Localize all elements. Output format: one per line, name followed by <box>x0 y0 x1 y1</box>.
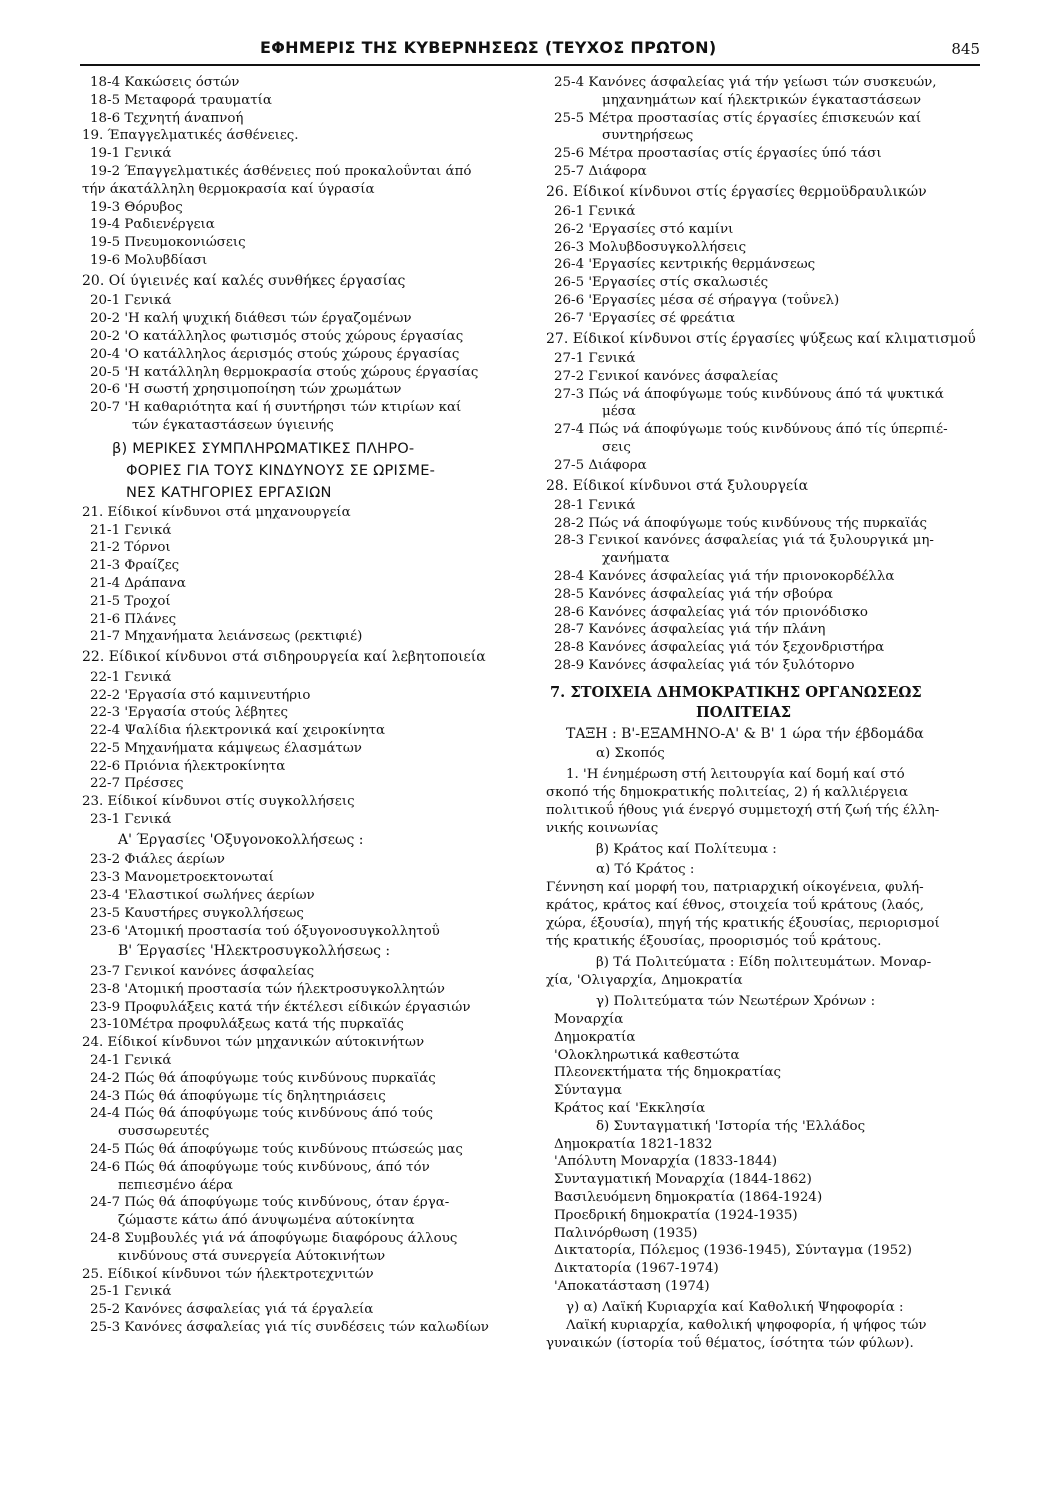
list-item: 21-4 Δράπανα <box>90 575 186 591</box>
list-item: 23-9 Προφυλάξεις κατά τήν έκτέλεσι είδικών έργασιών <box>90 999 471 1015</box>
list-item: 26-1 Γενικά <box>554 204 636 220</box>
list-item: 27-4 Πώς νά άποφύγωμε τούς κινδύνους άπό τίς ύπερπιέ- <box>554 422 948 438</box>
gazette-title: ΕΦΗΜΕΡΙΣ ΤΗΣ ΚΥΒΕΡΝΗΣΕΩΣ (ΤΕΥΧΟΣ ΠΡΩΤΟΝ) <box>260 38 717 57</box>
list-heading: 24. Είδικοί κίνδυνοι τών μηχανικών αύτοκινήτων <box>82 1035 425 1051</box>
list-item: 28-8 Κανόνες άσφαλείας γιά τόν ξεχονδριστήρα <box>554 640 885 656</box>
list-item: 22-4 Ψαλίδια ήλεκτρονικά καί χειροκίνητα <box>90 723 386 739</box>
list-item: 28-6 Κανόνες άσφαλείας γιά τόν πριονόδισκο <box>554 604 868 620</box>
paragraph-line: σκοπό τής δημοκρατικής πολιτείας, 2) ή καλλιέργεια <box>546 784 909 800</box>
subsection-title: β) Κράτος καί Πολίτευμα : <box>596 841 777 857</box>
list-item: 24-7 Πώς θά άποφύγωμε τούς κινδύνους, όταν έργα- <box>90 1195 450 1211</box>
list-item: 25-2 Κανόνες άσφαλείας γιά τά έργαλεία <box>90 1302 374 1318</box>
list-item: 24-8 Συμβουλές γιά νά άποφύγωμε διαφόρους άλλους <box>90 1231 458 1246</box>
list-item: 28-4 Κανόνες άσφαλείας γιά τήν πριονοκορδέλλα <box>554 569 895 585</box>
list-item: 23-5 Καυστήρες συγκολλήσεως <box>90 905 304 921</box>
list-item: 19-5 Πνευμοκονιώσεις <box>90 235 246 251</box>
list-item-continuation: συσσωρευτές <box>118 1124 210 1140</box>
chapter-title: 7. ΣΤΟΙΧΕΙΑ ΔΗΜΟΚΡΑΤΙΚΗΣ ΟΡΓΑΝΩΣΕΩΣ <box>550 683 922 701</box>
header-rule <box>80 64 980 66</box>
list-item: 'Αποκατάσταση (1974) <box>554 1278 710 1294</box>
list-item: 25-4 Κανόνες άσφαλείας γιά τήν γείωσι τών συσκευών, <box>554 75 937 90</box>
list-item: 26-4 'Εργασίες κεντρικής θερμάνσεως <box>554 257 816 273</box>
paragraph-line: χώρα, έξουσία), πηγή τής κρατικής έξουσίας, περιορισμοί <box>546 916 940 932</box>
paragraph-line: τής κρατικής έξουσίας, προορισμός τοΰ κράτους. <box>546 934 882 950</box>
list-heading: 25. Είδικοί κίνδυνοι τών ήλεκτροτεχνιτών <box>82 1266 374 1282</box>
list-item: 24-3 Πώς θά άποφύγωμε τίς δηλητηριάσεις <box>90 1088 386 1104</box>
paragraph-line: χία, 'Ολιγαρχία, Δημοκρατία <box>546 973 743 989</box>
list-heading: 19. Έπαγγελματικές άσθένειες. <box>82 128 299 144</box>
list-item: 19-1 Γενικά <box>90 146 172 162</box>
list-item: 18-6 Τεχνητή άναπνοή <box>90 110 244 126</box>
list-item: 21-6 Πλάνες <box>90 611 177 627</box>
list-item: 25-3 Κανόνες άσφαλείας γιά τίς συνδέσεις τών καλωδίων <box>90 1319 489 1335</box>
list-item: 20-7 'Η καθαριότητα καί ή συντήρησι τών κτιρίων καί <box>90 400 462 416</box>
list-item: 24-4 Πώς θά άποφύγωμε τούς κινδύνους άπό τούς <box>90 1106 433 1122</box>
list-item: 23-10Μέτρα προφυλάξεως κατά τής πυρκαϊάς <box>90 1017 404 1033</box>
list-item-continuation: ζώμαστε κάτω άπό άνυψωμένα αύτοκίνητα <box>118 1213 415 1229</box>
list-item: 28-9 Κανόνες άσφαλείας γιά τόν ξυλότορνο <box>554 658 855 673</box>
list-heading: 21. Είδικοί κίνδυνοι στά μηχανουργεία <box>82 504 351 520</box>
list-item: 24-2 Πώς θά άποφύγωμε τούς κινδύνους πυρκαϊάς <box>90 1070 436 1086</box>
list-item-continuation: τών έγκαταστάσεων ύγιεινής <box>132 417 334 433</box>
list-item: 25-1 Γενικά <box>90 1284 172 1300</box>
subsection-title: δ) Συνταγματική 'Ιστορία τής 'Ελλάδος <box>596 1118 866 1134</box>
list-item: 20-2 'Η καλή ψυχική διάθεσι τών έργαζομένων <box>90 311 412 327</box>
section-title: ΦΟΡΙΕΣ ΓΙΑ ΤΟΥΣ ΚΙΝΔΥΝΟΥΣ ΣΕ ΩΡΙΣΜΕ- <box>126 461 436 479</box>
list-item-continuation: χανήματα <box>602 551 670 567</box>
subsection-title: γ) Πολιτεύματα τών Νεωτέρων Χρόνων : <box>596 994 876 1010</box>
list-item: 23-6 'Ατομική προστασία τού όξυγονοσυγκολλητοΰ <box>90 923 440 939</box>
list-item: Δικτατορία (1967-1974) <box>554 1261 719 1277</box>
list-item: Κράτος καί 'Εκκλησία <box>554 1100 706 1116</box>
paragraph-line: νικής κοινωνίας <box>546 820 659 836</box>
list-item: Σύνταγμα <box>554 1083 622 1099</box>
list-item: Πλεονεκτήματα τής δημοκρατίας <box>554 1065 782 1081</box>
left-column <box>82 74 534 1337</box>
list-item: Συνταγματική Μοναρχία (1844-1862) <box>554 1172 812 1188</box>
list-item: 23-7 Γενικοί κανόνες άσφαλείας <box>90 964 315 980</box>
list-item-continuation: συντηρήσεως <box>602 128 694 144</box>
list-item: 28-3 Γενικοί κανόνες άσφαλείας γιά τά ξυλουργικά μη- <box>554 533 934 549</box>
list-item: 20-1 Γενικά <box>90 293 172 309</box>
list-item: 23-8 'Ατομική προστασία τών ήλεκτροσυγκολλητών <box>90 981 445 997</box>
list-item: 25-6 Μέτρα προστασίας στίς έργασίες ύπό τάσι <box>554 146 882 162</box>
chapter-title: ΠΟΛΙΤΕΙΑΣ <box>696 703 792 721</box>
list-item: 22-3 'Εργασία στούς λέβητες <box>90 705 288 721</box>
list-item-continuation: τήν άκατάλληλη θερμοκρασία καί ύγρασία <box>82 181 375 197</box>
list-item: 28-5 Κανόνες άσφαλείας γιά τήν σβούρα <box>554 586 833 602</box>
list-item: 21-1 Γενικά <box>90 522 172 538</box>
subsection-title: α) Σκοπός <box>596 745 665 761</box>
subsection-title: α) Τό Κράτος : <box>596 862 695 878</box>
list-item: Δημοκρατία 1821-1832 <box>554 1136 713 1152</box>
list-item: 26-3 Μολυβδοσυγκολλήσεις <box>554 239 747 255</box>
paragraph-line: γυναικών (ίστορία τοΰ θέματος, ίσότητα τών φύλων). <box>546 1335 914 1351</box>
list-item: 27-2 Γενικοί κανόνες άσφαλείας <box>554 368 779 384</box>
section-title: β) ΜΕΡΙΚΕΣ ΣΥΜΠΛΗΡΩΜΑΤΙΚΕΣ ΠΛΗΡΟ- <box>112 439 415 457</box>
list-item: 19-2 Έπαγγελματικές άσθένειες πού προκαλοΰνται άπό <box>90 163 472 179</box>
list-item-continuation: κινδύνους στά συνεργεία Αύτοκινήτων <box>118 1248 386 1264</box>
list-heading: 27. Είδικοί κίνδυνοι στίς έργασίες ψύξεως καί κλιματισμοΰ <box>546 330 976 347</box>
paragraph-line: β) Τά Πολιτεύματα : Είδη πολιτευμάτων. Μοναρ- <box>596 955 932 971</box>
list-item: 20-4 'Ο κατάλληλος άερισμός στούς χώρους έργασίας <box>90 346 460 362</box>
list-item-continuation: πεπιεσμένο άέρα <box>118 1177 233 1193</box>
list-item: Βασιλευόμενη δημοκρατία (1864-1924) <box>554 1189 823 1205</box>
list-item: Μοναρχία <box>554 1011 624 1027</box>
list-item: Δημοκρατία <box>554 1029 636 1045</box>
list-item: 22-1 Γενικά <box>90 669 172 685</box>
page-number: 845 <box>951 40 980 58</box>
subsection-title: Α' Έργασίες 'Οξυγονοκολλήσεως : <box>118 831 364 848</box>
list-heading: 28. Είδικοί κίνδυνοι στά ξυλουργεία <box>546 477 809 494</box>
list-item: 20-5 'Η κατάλληλη θερμοκρασία στούς χώρους έργασίας <box>90 364 479 380</box>
paragraph-line: Γέννηση καί μορφή του, πατριαρχική οίκογένεια, φυλή- <box>546 880 924 896</box>
list-item: 21-5 Τροχοί <box>90 593 171 609</box>
list-item: 22-6 Πριόνια ήλεκτροκίνητα <box>90 758 286 774</box>
list-item: 22-5 Μηχανήματα κάμψεως έλασμάτων <box>90 740 362 756</box>
list-item: 22-7 Πρέσσες <box>90 776 184 792</box>
list-item: 26-6 'Εργασίες μέσα σέ σήραγγα (τοΰνελ) <box>554 293 840 309</box>
list-item: 18-4 Κακώσεις όστών <box>90 75 240 90</box>
page-header <box>80 36 980 64</box>
right-column <box>546 74 984 1353</box>
list-item: 20-6 'Η σωστή χρησιμοποίηση τών χρωμάτων <box>90 382 402 398</box>
list-item: 'Ολοκληρωτικά καθεστώτα <box>554 1047 740 1063</box>
list-item: 28-2 Πώς νά άποφύγωμε τούς κινδύνους τής πυρκαϊάς <box>554 515 928 531</box>
list-item: 24-1 Γενικά <box>90 1053 172 1069</box>
list-item: 19-6 Μολυβδίασι <box>90 252 208 268</box>
list-item: 23-3 Μανομετροεκτονωταί <box>90 870 274 886</box>
list-item: 21-7 Μηχανήματα λειάνσεως (ρεκτιφιέ) <box>90 629 363 645</box>
list-item-continuation: μηχανημάτων καί ήλεκτρικών έγκαταστάσεων <box>602 92 921 108</box>
list-item: 27-5 Διάφορα <box>554 457 647 473</box>
list-item: 23-2 Φιάλες άερίων <box>90 852 225 868</box>
list-item: 27-1 Γενικά <box>554 350 636 366</box>
list-item: 22-2 'Εργασία στό καμινευτήριο <box>90 687 311 703</box>
list-item: 26-2 'Εργασίες στό καμίνι <box>554 221 734 237</box>
list-heading: 22. Είδικοί κίνδυνοι στά σιδηρουργεία καί λεβητοποιεία <box>82 649 486 666</box>
paragraph-line: 1. 'Η ένημέρωση στή λειτουργία καί δομή καί στό <box>566 766 905 782</box>
list-item: Προεδρική δημοκρατία (1924-1935) <box>554 1207 798 1223</box>
list-item: 19-3 Θόρυβος <box>90 199 183 215</box>
list-item: 19-4 Ραδιενέργεια <box>90 217 215 233</box>
subsection-title: γ) α) Λαϊκή Κυριαρχία καί Καθολική Ψηφοφορία : <box>566 1299 904 1315</box>
list-heading: 26. Είδικοί κίνδυνοι στίς έργασίες θερμοϋδραυλικών <box>546 183 927 200</box>
subsection-title: Β' Έργασίες 'Ηλεκτροσυγκολλήσεως : <box>118 943 391 960</box>
list-item: 21-3 Φραίζες <box>90 558 180 574</box>
list-item: 24-6 Πώς θά άποφύγωμε τούς κινδύνους, άπό τόν <box>90 1159 430 1175</box>
paragraph-line: πολιτικοΰ ήθους γιά ένεργό συμμετοχή στή ζωή τής έλλη- <box>546 802 940 818</box>
list-item: 25-5 Μέτρα προστασίας στίς έργασίες έπισκευών καί <box>554 110 922 126</box>
section-title: ΝΕΣ ΚΑΤΗΓΟΡΙΕΣ ΕΡΓΑΣΙΩΝ <box>126 483 332 501</box>
list-item: 27-3 Πώς νά άποφύγωμε τούς κινδύνους άπό τά ψυκτικά <box>554 386 944 402</box>
list-item-continuation: μέσα <box>602 404 636 420</box>
list-item: 'Απόλυτη Μοναρχία (1833-1844) <box>554 1154 778 1170</box>
list-item: 25-7 Διάφορα <box>554 163 647 179</box>
list-item: 23-1 Γενικά <box>90 812 172 828</box>
paragraph-line: Λαϊκή κυριαρχία, καθολική ψηφοφορία, ή ψήφος τών <box>566 1317 927 1333</box>
list-item: 26-5 'Εργασίες στίς σκαλωσιές <box>554 275 769 291</box>
list-item: 23-4 'Ελαστικοί σωλήνες άερίων <box>90 888 315 904</box>
list-item: 24-5 Πώς θά άποφύγωμε τούς κινδύνους πτώσεώς μας <box>90 1142 463 1158</box>
list-item: 20-2 'Ο κατάλληλος φωτισμός στούς χώρους έργασίας <box>90 328 464 344</box>
list-item: Παλινόρθωση (1935) <box>554 1225 698 1241</box>
list-heading: 23. Είδικοί κίνδυνοι στίς συγκολλήσεις <box>82 794 355 810</box>
list-item: Δικτατορία, Πόλεμος (1936-1945), Σύνταγμα (1952) <box>554 1243 912 1259</box>
list-item: 28-1 Γενικά <box>554 497 636 513</box>
paragraph-line: κράτος, κράτος καί έθνος, στοιχεία τοΰ κράτους (λαός, <box>546 898 924 914</box>
class-schedule: ΤΑΞΗ : Β'-ΕΞΑΜΗΝΟ-Α' & Β' 1 ώρα τήν έβδομάδα <box>566 725 924 742</box>
list-item: 26-7 'Εργασίες σέ φρεάτια <box>554 310 736 326</box>
list-item: 21-2 Τόρνοι <box>90 540 171 556</box>
list-item: 28-7 Κανόνες άσφαλείας γιά τήν πλάνη <box>554 622 826 638</box>
list-heading: 20. Οί ύγιεινές καί καλές συνθήκες έργασίας <box>82 272 406 289</box>
list-item-continuation: σεις <box>602 439 631 455</box>
list-item: 18-5 Μεταφορά τραυματία <box>90 92 272 108</box>
